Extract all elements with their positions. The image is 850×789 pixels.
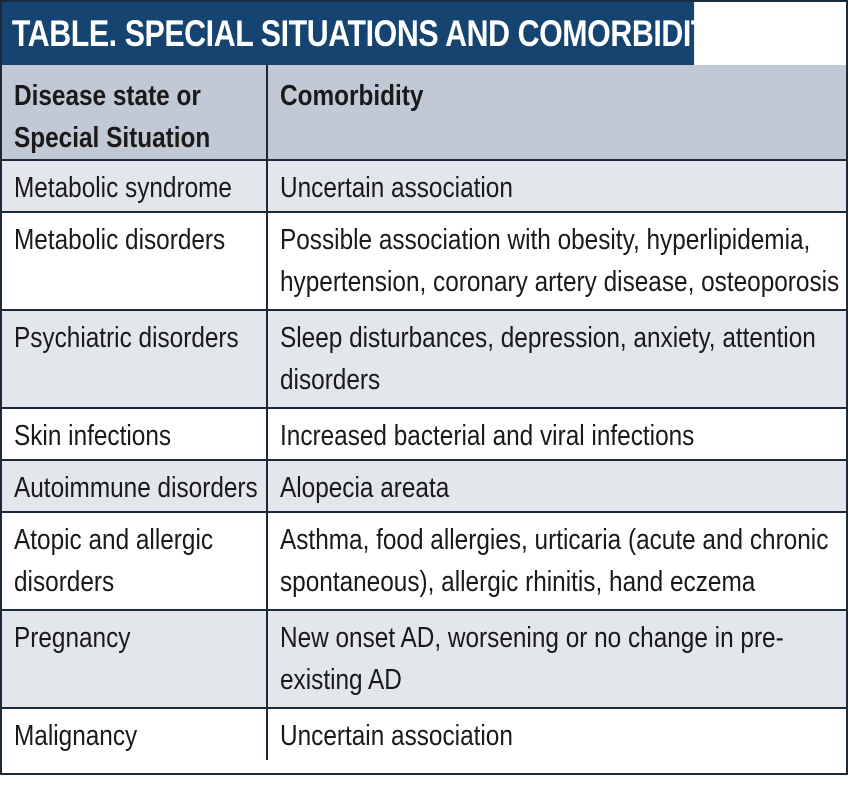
table-row [2,708,846,760]
situation-cell [2,460,267,512]
table-header-row [2,65,846,160]
table-row [2,512,846,610]
comorbidity-text: New onset AD, worsening or no change in pre-existing AD [280,622,784,696]
situation-cell [2,708,267,760]
comorbidity-text: Alopecia areata [280,472,450,504]
situation-text: Psychiatric disorders [14,322,239,354]
situation-text: Skin infections [14,420,172,452]
header-situation-line2: Special Situation [14,122,211,154]
comorbidity-text: Uncertain association [280,172,513,204]
table-row [2,310,846,408]
comorbidity-cell [267,610,846,708]
comorbidity-text: Asthma, food allergies, urticaria (acute and chronic spontaneous), allergic rhinitis, hand eczema [280,524,829,598]
comorbidity-cell [267,708,846,760]
table-row [2,610,846,708]
situation-text: Malignancy [14,720,138,752]
comorbidity-text: Possible association with obesity, hyperlipidemia, hypertension, coronary artery disease, osteoporosis [280,224,840,298]
situation-text: Atopic and allergic disorders [14,524,214,598]
comorbidity-cell [267,310,846,408]
situation-cell [2,212,267,310]
header-comorbidity-label: Comorbidity [280,80,424,112]
table-row [2,460,846,512]
table-row [2,408,846,460]
table-title: TABLE. SPECIAL SITUATIONS AND COMORBIDITIES IN AD [2,2,694,65]
comorbidity-cell [267,512,846,610]
comorbidity-text: Increased bacterial and viral infections [280,420,695,452]
comorbidity-cell [267,160,846,212]
situation-text: Pregnancy [14,622,131,654]
header-comorbidity [267,65,846,160]
header-situation-line1: Disease state or [14,80,201,112]
situation-cell [2,610,267,708]
comorbidity-cell [267,408,846,460]
comorbidity-cell [267,212,846,310]
situation-cell [2,310,267,408]
situation-text: Metabolic syndrome [14,172,232,204]
header-situation [2,65,267,160]
situation-cell [2,408,267,460]
comorbidity-cell [267,460,846,512]
table-row [2,212,846,310]
situation-cell [2,512,267,610]
table-row [2,160,846,212]
situation-text: Autoimmune disorders [14,472,258,504]
situation-cell [2,160,267,212]
comorbidity-text: Uncertain association [280,720,513,752]
table-body [2,65,846,760]
situation-text: Metabolic disorders [14,224,226,256]
comorbidity-text: Sleep disturbances, depression, anxiety, attention disorders [280,322,816,396]
